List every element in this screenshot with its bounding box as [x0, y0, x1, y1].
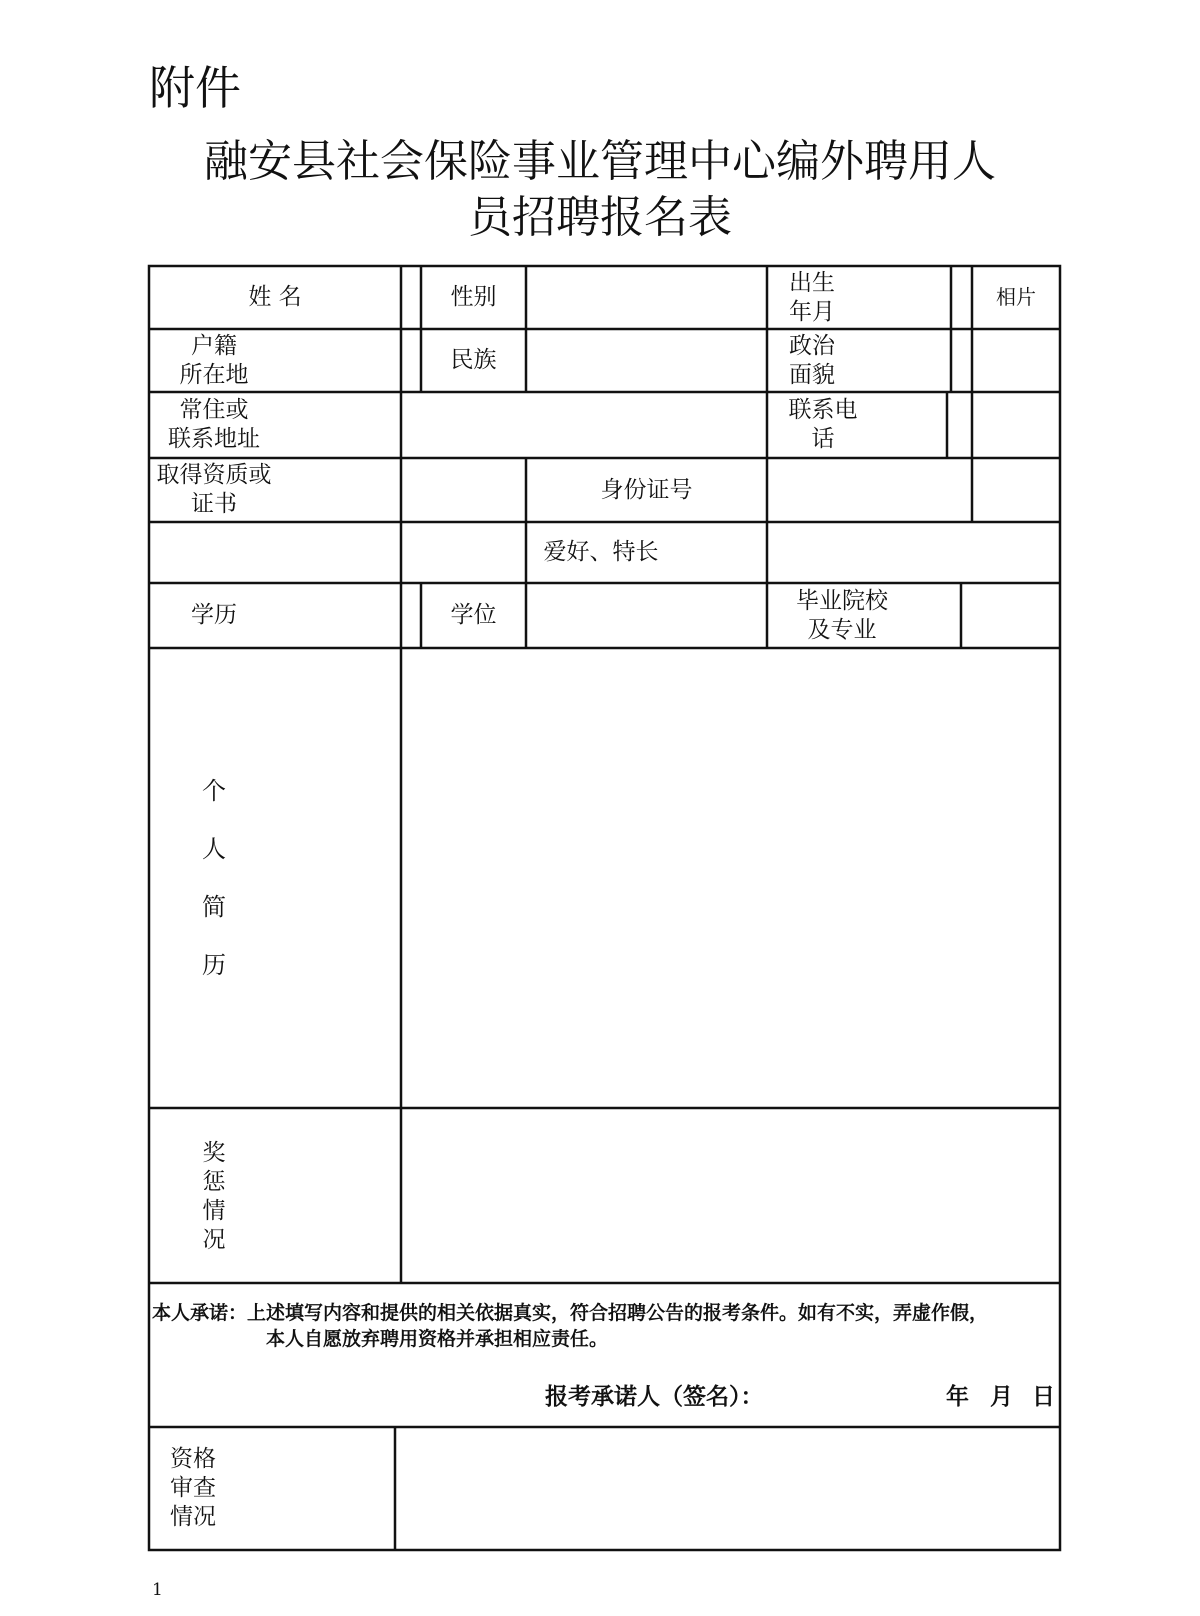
name-label: 姓 名: [248, 284, 302, 310]
ethnicity-label: 民族: [450, 347, 497, 373]
form-title-line2: 员招聘报名表: [468, 192, 732, 243]
address-field[interactable]: [401, 392, 767, 458]
school-label: 毕业院校 及专业: [796, 587, 888, 643]
year-label: 年: [946, 1384, 969, 1410]
qualification-label: 取得资质或 证书: [156, 462, 272, 517]
education-label: 学历: [191, 602, 237, 628]
awards-label: [149, 1108, 279, 1283]
awards-char: 奖: [202, 1140, 226, 1166]
gender-field[interactable]: [526, 266, 767, 329]
id-number-field[interactable]: [767, 458, 972, 522]
hobby-field[interactable]: [767, 522, 1060, 583]
form-title-line1: 融安县社会保险事业管理中心编外聘用人: [204, 136, 996, 187]
attachment-label: 附件: [149, 61, 241, 115]
awards-char: 惩: [202, 1169, 226, 1195]
pledge-line1: 本人承诺：上述填写内容和提供的相关依据真实，符合招聘公告的报考条件。如有不实，弄虚作假，: [152, 1302, 989, 1324]
gender-label: 性别: [450, 284, 497, 310]
pledge-line2: 本人自愿放弃聘用资格并承担相应责任。: [266, 1328, 609, 1350]
hukou-label: 户籍 所在地: [179, 332, 249, 388]
resume-label: [149, 648, 279, 1108]
degree-label: 学位: [450, 602, 497, 628]
review-field[interactable]: [395, 1427, 1060, 1550]
address-label: 常住或 联系地址: [168, 397, 260, 452]
id-number-label: 身份证号: [600, 476, 693, 503]
awards-char: 情: [202, 1198, 226, 1224]
phone-field[interactable]: [972, 392, 1060, 458]
photo-label: 相片: [996, 285, 1036, 309]
resume-char: 历: [202, 951, 226, 979]
birth-label: 出生 年月: [789, 269, 835, 325]
awards-field[interactable]: [401, 1108, 1060, 1283]
review-label: 资格 审查 情况: [170, 1446, 216, 1530]
resume-char: 人: [202, 835, 226, 863]
resume-field[interactable]: [401, 648, 1060, 1108]
politics-label: 政治 面貌: [789, 332, 835, 388]
signer-label: 报考承诺人（签名）：: [545, 1384, 764, 1410]
awards-char: 况: [202, 1227, 226, 1253]
ethnicity-field[interactable]: [526, 329, 767, 392]
hobby-label: 爱好、特长: [543, 539, 659, 565]
day-label: 日: [1032, 1384, 1055, 1410]
resume-char: 简: [202, 893, 226, 921]
degree-field[interactable]: [526, 583, 767, 648]
resume-char: 个: [202, 777, 226, 805]
month-label: 月: [990, 1384, 1013, 1410]
page-number: 1: [152, 1580, 163, 1600]
phone-label: 联系电 话: [788, 397, 858, 452]
